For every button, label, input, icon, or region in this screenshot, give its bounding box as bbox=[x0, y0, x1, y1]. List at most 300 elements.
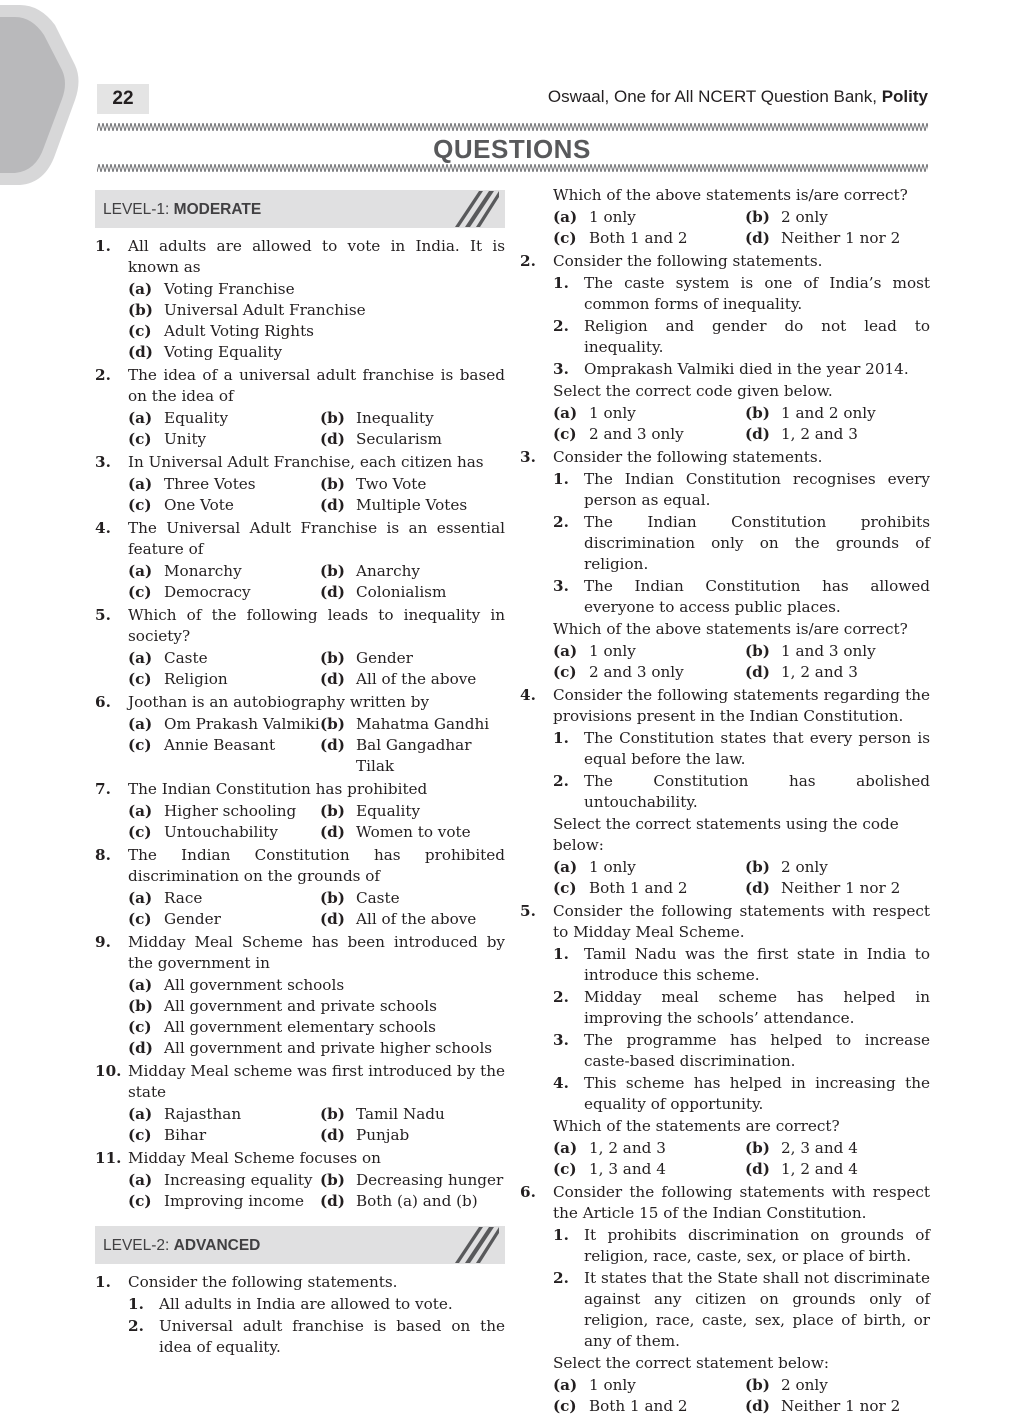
answer-option bbox=[320, 822, 505, 843]
statement-item bbox=[553, 273, 930, 315]
option-text: Two Vote bbox=[356, 475, 427, 493]
option-letter: (d) bbox=[320, 583, 345, 601]
option-text: Monarchy bbox=[164, 562, 242, 580]
option-text: Voting Equality bbox=[164, 343, 283, 361]
option-text: Both 1 and 2 bbox=[589, 229, 688, 247]
answer-option bbox=[128, 975, 505, 996]
option-text: Om Prakash Valmiki bbox=[164, 715, 320, 733]
question-prompt: Which of the above statements is/are correct? bbox=[553, 620, 908, 638]
answer-option bbox=[745, 207, 930, 228]
question-item bbox=[520, 251, 930, 445]
answer-options bbox=[553, 1138, 930, 1180]
answer-options bbox=[128, 801, 505, 843]
statement-text: It states that the State shall not discriminate against any citizen on grounds only of religion, race, caste, sex, place of birth, or any of them. bbox=[584, 1269, 930, 1350]
answer-options bbox=[128, 714, 505, 777]
option-text: Unity bbox=[164, 430, 207, 448]
option-letter: (a) bbox=[553, 208, 578, 226]
level-2-question-1-continued bbox=[520, 185, 930, 249]
statement-item bbox=[553, 576, 930, 618]
question-item bbox=[95, 1061, 505, 1146]
answer-option bbox=[128, 582, 320, 603]
answer-option bbox=[128, 801, 320, 822]
option-text: Bal Gangadhar Tilak bbox=[356, 736, 472, 775]
question-number: 1. bbox=[95, 1273, 111, 1291]
answer-option bbox=[320, 561, 505, 582]
answer-options bbox=[553, 1375, 930, 1417]
question-text: In Universal Adult Franchise, each citizen has bbox=[128, 453, 484, 471]
statement-item bbox=[553, 469, 930, 511]
statement-item bbox=[553, 512, 930, 575]
statement-number: 1. bbox=[553, 274, 569, 292]
statement-text: The Indian Constitution recognises every person as equal. bbox=[584, 470, 930, 509]
option-letter: (b) bbox=[320, 475, 345, 493]
level-1-question-list bbox=[95, 236, 505, 1212]
option-letter: (a) bbox=[128, 976, 153, 994]
answer-option bbox=[745, 1138, 930, 1159]
statement-item bbox=[553, 1225, 930, 1267]
answer-option bbox=[553, 1375, 745, 1396]
answer-option bbox=[320, 714, 505, 735]
question-stem bbox=[95, 692, 505, 713]
question-number: 11. bbox=[95, 1149, 122, 1167]
header-divider bbox=[97, 123, 928, 131]
answer-option bbox=[128, 909, 320, 930]
option-text: Universal Adult Franchise bbox=[164, 301, 366, 319]
book-title: Oswaal, One for All NCERT Question Bank, bbox=[547, 87, 882, 106]
option-letter: (a) bbox=[553, 404, 578, 422]
statement-text: Tamil Nadu was the first state in India to introduce this scheme. bbox=[584, 945, 930, 984]
answer-option bbox=[553, 641, 745, 662]
option-letter: (d) bbox=[745, 663, 770, 681]
question-number: 7. bbox=[95, 780, 111, 798]
answer-option bbox=[128, 561, 320, 582]
answer-option bbox=[745, 857, 930, 878]
question-item bbox=[520, 447, 930, 683]
answer-options bbox=[553, 857, 930, 899]
answer-option bbox=[553, 228, 745, 249]
answer-option bbox=[553, 1159, 745, 1180]
option-letter: (d) bbox=[128, 343, 153, 361]
question-text: Consider the following statements. bbox=[128, 1273, 398, 1291]
answer-options bbox=[128, 648, 505, 690]
answer-option bbox=[128, 300, 505, 321]
option-text: 1, 2 and 3 bbox=[781, 663, 858, 681]
option-text: 1 and 2 only bbox=[781, 404, 876, 422]
level-1-header bbox=[95, 190, 505, 228]
answer-option bbox=[320, 801, 505, 822]
question-item bbox=[95, 692, 505, 777]
statement-text: Universal adult franchise is based on the idea of equality. bbox=[159, 1317, 505, 1356]
option-text: Women to vote bbox=[356, 823, 471, 841]
answer-options bbox=[128, 474, 505, 516]
right-column bbox=[520, 184, 930, 1417]
question-prompt: Which of the above statements is/are correct? bbox=[553, 186, 908, 204]
answer-option bbox=[128, 1191, 320, 1212]
option-text: Caste bbox=[164, 649, 208, 667]
answer-option bbox=[128, 888, 320, 909]
question-number: 3. bbox=[95, 453, 111, 471]
answer-option bbox=[553, 207, 745, 228]
question-prompt: Select the correct statement below: bbox=[553, 1354, 829, 1372]
answer-option bbox=[128, 996, 505, 1017]
option-text: Increasing equality bbox=[164, 1171, 313, 1189]
question-text: Consider the following statements. bbox=[553, 448, 823, 466]
option-text: Equality bbox=[164, 409, 229, 427]
option-text: All of the above bbox=[356, 910, 477, 928]
option-text: Both 1 and 2 bbox=[589, 1397, 688, 1415]
option-text: Punjab bbox=[356, 1126, 410, 1144]
option-text: Neither 1 nor 2 bbox=[781, 879, 901, 897]
option-text: Colonialism bbox=[356, 583, 447, 601]
question-text: Midday Meal Scheme has been introduced by the government in bbox=[128, 933, 505, 972]
answer-option bbox=[745, 641, 930, 662]
option-text: 2 only bbox=[781, 208, 828, 226]
option-text: 1 only bbox=[589, 1376, 636, 1394]
statement-text: All adults in India are allowed to vote. bbox=[159, 1295, 453, 1313]
answer-options bbox=[128, 279, 505, 363]
answer-option bbox=[128, 342, 505, 363]
option-letter: (d) bbox=[745, 425, 770, 443]
option-letter: (b) bbox=[745, 1139, 770, 1157]
question-prompt: Which of the statements are correct? bbox=[553, 1117, 840, 1135]
option-letter: (a) bbox=[128, 802, 153, 820]
answer-option bbox=[128, 321, 505, 342]
statement-number: 1. bbox=[553, 729, 569, 747]
option-text: 1, 2 and 4 bbox=[781, 1160, 858, 1178]
option-letter: (c) bbox=[553, 229, 577, 247]
answer-option bbox=[128, 429, 320, 450]
option-text: Inequality bbox=[356, 409, 434, 427]
statement-text: Midday meal scheme has helped in improving the schools’ attendance. bbox=[584, 988, 930, 1027]
option-letter: (d) bbox=[745, 1160, 770, 1178]
option-text: Anarchy bbox=[356, 562, 420, 580]
question-prompt: Select the correct code given below. bbox=[553, 382, 833, 400]
level-2-label: LEVEL-2: ADVANCED bbox=[103, 1237, 261, 1254]
option-text: All government schools bbox=[164, 976, 345, 994]
answer-option bbox=[320, 1125, 505, 1146]
option-letter: (a) bbox=[128, 1171, 153, 1189]
option-text: One Vote bbox=[164, 496, 234, 514]
answer-option bbox=[128, 279, 505, 300]
statement-number: 2. bbox=[553, 1269, 569, 1287]
option-letter: (d) bbox=[320, 1126, 345, 1144]
option-letter: (b) bbox=[320, 715, 345, 733]
statement-text: The Constitution states that every person is equal before the law. bbox=[584, 729, 930, 768]
statement-item bbox=[553, 728, 930, 770]
option-letter: (b) bbox=[320, 562, 345, 580]
answer-option bbox=[320, 735, 505, 777]
option-letter: (a) bbox=[128, 409, 153, 427]
option-letter: (b) bbox=[128, 301, 153, 319]
answer-option bbox=[745, 424, 930, 445]
answer-options bbox=[128, 1170, 505, 1212]
option-letter: (b) bbox=[320, 889, 345, 907]
question-text: The idea of a universal adult franchise is based on the idea of bbox=[128, 366, 505, 405]
question-number: 5. bbox=[520, 902, 536, 920]
question-item bbox=[520, 901, 930, 1180]
option-letter: (d) bbox=[320, 1192, 345, 1210]
statement-text: The programme has helped to increase caste-based discrimination. bbox=[584, 1031, 930, 1070]
option-letter: (c) bbox=[128, 1126, 152, 1144]
question-stem bbox=[520, 901, 930, 943]
question-item bbox=[520, 1182, 930, 1417]
answer-option bbox=[128, 408, 320, 429]
level-1-label: LEVEL-1: MODERATE bbox=[103, 201, 262, 218]
option-letter: (c) bbox=[128, 670, 152, 688]
question-text: Midday Meal scheme was first introduced by the state bbox=[128, 1062, 505, 1101]
option-text: Voting Franchise bbox=[164, 280, 295, 298]
subject-name: Polity bbox=[881, 87, 928, 106]
answer-option bbox=[128, 669, 320, 690]
statement-text: This scheme has helped in increasing the equality of opportunity. bbox=[584, 1074, 930, 1113]
option-text: Gender bbox=[164, 910, 221, 928]
level-2-header bbox=[95, 1226, 505, 1264]
option-letter: (b) bbox=[745, 404, 770, 422]
option-letter: (d) bbox=[320, 736, 345, 754]
option-text: 2, 3 and 4 bbox=[781, 1139, 858, 1157]
answer-option bbox=[745, 1159, 930, 1180]
question-text: The Indian Constitution has prohibited bbox=[128, 780, 428, 798]
option-letter: (a) bbox=[128, 475, 153, 493]
statement-number: 3. bbox=[553, 577, 569, 595]
question-number: 4. bbox=[520, 686, 536, 704]
question-stem bbox=[95, 779, 505, 800]
statement-item bbox=[128, 1316, 505, 1358]
option-letter: (d) bbox=[320, 670, 345, 688]
answer-option bbox=[128, 714, 320, 735]
level-2-question-1 bbox=[95, 1272, 505, 1358]
statement-text: Religion and gender do not lead to inequality. bbox=[584, 317, 930, 356]
question-item bbox=[95, 932, 505, 1059]
answer-option bbox=[128, 822, 320, 843]
question-stem bbox=[95, 932, 505, 974]
option-text: Tamil Nadu bbox=[356, 1105, 445, 1123]
option-text: Religion bbox=[164, 670, 228, 688]
option-text: 1, 2 and 3 bbox=[781, 425, 858, 443]
option-text: Race bbox=[164, 889, 203, 907]
level-stripes-icon bbox=[439, 191, 499, 227]
question-stem bbox=[95, 845, 505, 887]
option-letter: (d) bbox=[320, 910, 345, 928]
answer-option bbox=[128, 474, 320, 495]
statement-number: 2. bbox=[553, 317, 569, 335]
option-letter: (d) bbox=[320, 823, 345, 841]
answer-options bbox=[128, 975, 505, 1059]
answer-option bbox=[128, 648, 320, 669]
question-stem bbox=[95, 452, 505, 473]
answer-option bbox=[128, 1017, 505, 1038]
question-stem bbox=[95, 1272, 505, 1293]
option-letter: (b) bbox=[745, 858, 770, 876]
statement-number: 3. bbox=[553, 360, 569, 378]
option-text: 1 only bbox=[589, 208, 636, 226]
option-letter: (a) bbox=[128, 889, 153, 907]
option-letter: (a) bbox=[128, 280, 153, 298]
level-stripes-icon bbox=[439, 1227, 499, 1263]
question-number: 6. bbox=[520, 1183, 536, 1201]
option-text: 2 only bbox=[781, 1376, 828, 1394]
option-text: All government elementary schools bbox=[164, 1018, 436, 1036]
answer-option bbox=[128, 1038, 505, 1059]
statement-text: The Indian Constitution has allowed everyone to access public places. bbox=[584, 577, 930, 616]
question-prompt: Select the correct statements using the code below: bbox=[553, 815, 899, 854]
option-letter: (b) bbox=[745, 642, 770, 660]
statement-item bbox=[553, 316, 930, 358]
answer-options bbox=[128, 1104, 505, 1146]
option-letter: (a) bbox=[553, 642, 578, 660]
question-text: Consider the following statements with respect the Article 15 of the Indian Constitution. bbox=[553, 1183, 930, 1222]
option-letter: (b) bbox=[745, 1376, 770, 1394]
option-letter: (b) bbox=[320, 802, 345, 820]
option-text: All government and private higher schools bbox=[164, 1039, 493, 1057]
option-letter: (a) bbox=[128, 649, 153, 667]
answer-option bbox=[128, 1104, 320, 1125]
option-letter: (b) bbox=[320, 1105, 345, 1123]
question-item bbox=[95, 1148, 505, 1212]
question-text: Joothan is an autobiography written by bbox=[128, 693, 430, 711]
question-number: 1. bbox=[95, 237, 111, 255]
answer-option bbox=[320, 648, 505, 669]
option-letter: (a) bbox=[128, 1105, 153, 1123]
answer-option bbox=[553, 662, 745, 683]
option-text: Decreasing hunger bbox=[356, 1171, 504, 1189]
option-text: Higher schooling bbox=[164, 802, 297, 820]
question-text: Consider the following statements with respect to Midday Meal Scheme. bbox=[553, 902, 930, 941]
question-stem bbox=[95, 365, 505, 407]
option-letter: (d) bbox=[320, 496, 345, 514]
answer-option bbox=[745, 1375, 930, 1396]
answer-option bbox=[745, 403, 930, 424]
question-number: 9. bbox=[95, 933, 111, 951]
option-text: Both (a) and (b) bbox=[356, 1192, 478, 1210]
option-letter: (a) bbox=[553, 1139, 578, 1157]
option-letter: (b) bbox=[320, 409, 345, 427]
option-letter: (a) bbox=[553, 1376, 578, 1394]
option-text: 1, 2 and 3 bbox=[589, 1139, 666, 1157]
option-text: 1 only bbox=[589, 404, 636, 422]
option-letter: (b) bbox=[745, 208, 770, 226]
answer-option bbox=[320, 669, 505, 690]
answer-option bbox=[553, 1138, 745, 1159]
answer-option bbox=[320, 495, 505, 516]
option-text: Bihar bbox=[164, 1126, 207, 1144]
answer-option bbox=[553, 878, 745, 899]
question-item bbox=[95, 605, 505, 690]
answer-option bbox=[553, 424, 745, 445]
option-text: Democracy bbox=[164, 583, 251, 601]
answer-option bbox=[320, 429, 505, 450]
option-letter: (c) bbox=[553, 425, 577, 443]
question-number: 5. bbox=[95, 606, 111, 624]
answer-option bbox=[128, 495, 320, 516]
option-letter: (c) bbox=[128, 322, 152, 340]
question-number: 2. bbox=[95, 366, 111, 384]
question-item bbox=[95, 452, 505, 516]
statement-number: 2. bbox=[553, 988, 569, 1006]
answer-option bbox=[320, 1170, 505, 1191]
option-letter: (c) bbox=[553, 663, 577, 681]
option-letter: (c) bbox=[128, 823, 152, 841]
question-number: 6. bbox=[95, 693, 111, 711]
option-text: Equality bbox=[356, 802, 421, 820]
answer-option bbox=[320, 474, 505, 495]
question-text: Consider the following statements. bbox=[553, 252, 823, 270]
option-text: 1, 3 and 4 bbox=[589, 1160, 666, 1178]
option-letter: (b) bbox=[128, 997, 153, 1015]
option-letter: (a) bbox=[553, 858, 578, 876]
statement-number: 2. bbox=[553, 513, 569, 531]
option-letter: (c) bbox=[128, 496, 152, 514]
option-letter: (c) bbox=[553, 879, 577, 897]
question-stem bbox=[95, 605, 505, 647]
question-stem bbox=[520, 1182, 930, 1224]
statement-item bbox=[553, 1268, 930, 1352]
statement-number: 1. bbox=[553, 1226, 569, 1244]
option-text: Both 1 and 2 bbox=[589, 879, 688, 897]
answer-options bbox=[553, 207, 930, 249]
question-number: 10. bbox=[95, 1062, 122, 1080]
answer-option bbox=[320, 1104, 505, 1125]
statement-item bbox=[553, 771, 930, 813]
answer-option bbox=[745, 1396, 930, 1417]
answer-option bbox=[320, 888, 505, 909]
option-text: Three Votes bbox=[164, 475, 256, 493]
option-text: 2 and 3 only bbox=[589, 663, 684, 681]
option-text: 2 only bbox=[781, 858, 828, 876]
statement-text: It prohibits discrimination on grounds of religion, race, caste, sex, or place of birth. bbox=[584, 1226, 930, 1265]
question-stem bbox=[95, 1148, 505, 1169]
option-text: Caste bbox=[356, 889, 400, 907]
answer-option bbox=[128, 1170, 320, 1191]
answer-option bbox=[320, 408, 505, 429]
question-number: 4. bbox=[95, 519, 111, 537]
statement-text: The Constitution has abolished untouchability. bbox=[584, 772, 930, 811]
question-item bbox=[95, 518, 505, 603]
answer-option bbox=[745, 662, 930, 683]
statement-number: 4. bbox=[553, 1074, 569, 1092]
question-item bbox=[95, 779, 505, 843]
answer-option bbox=[553, 1396, 745, 1417]
question-text: The Universal Adult Franchise is an essential feature of bbox=[128, 519, 505, 558]
option-letter: (d) bbox=[745, 879, 770, 897]
option-text: Improving income bbox=[164, 1192, 304, 1210]
statement-text: Omprakash Valmiki died in the year 2014. bbox=[584, 360, 909, 378]
option-text: All of the above bbox=[356, 670, 477, 688]
question-stem bbox=[520, 251, 930, 272]
option-letter: (d) bbox=[745, 1397, 770, 1415]
question-item bbox=[95, 365, 505, 450]
option-letter: (c) bbox=[128, 736, 152, 754]
option-text: Neither 1 nor 2 bbox=[781, 229, 901, 247]
option-text: Rajasthan bbox=[164, 1105, 242, 1123]
option-text: Neither 1 nor 2 bbox=[781, 1397, 901, 1415]
question-number: 3. bbox=[520, 448, 536, 466]
answer-option bbox=[553, 403, 745, 424]
statement-number: 1. bbox=[553, 470, 569, 488]
option-letter: (d) bbox=[128, 1039, 153, 1057]
statement-item bbox=[128, 1294, 505, 1315]
option-letter: (d) bbox=[745, 229, 770, 247]
answer-options bbox=[128, 561, 505, 603]
statement-item bbox=[553, 359, 930, 380]
question-text: All adults are allowed to vote in India. It is known as bbox=[128, 237, 505, 276]
question-text: Consider the following statements regarding the provisions present in the Indian Constitution. bbox=[553, 686, 930, 725]
question-stem bbox=[520, 447, 930, 468]
question-stem bbox=[95, 1061, 505, 1103]
running-header bbox=[548, 87, 928, 107]
statement-text: The Indian Constitution prohibits discrimination only on the grounds of religion. bbox=[584, 513, 930, 573]
answer-option bbox=[320, 582, 505, 603]
